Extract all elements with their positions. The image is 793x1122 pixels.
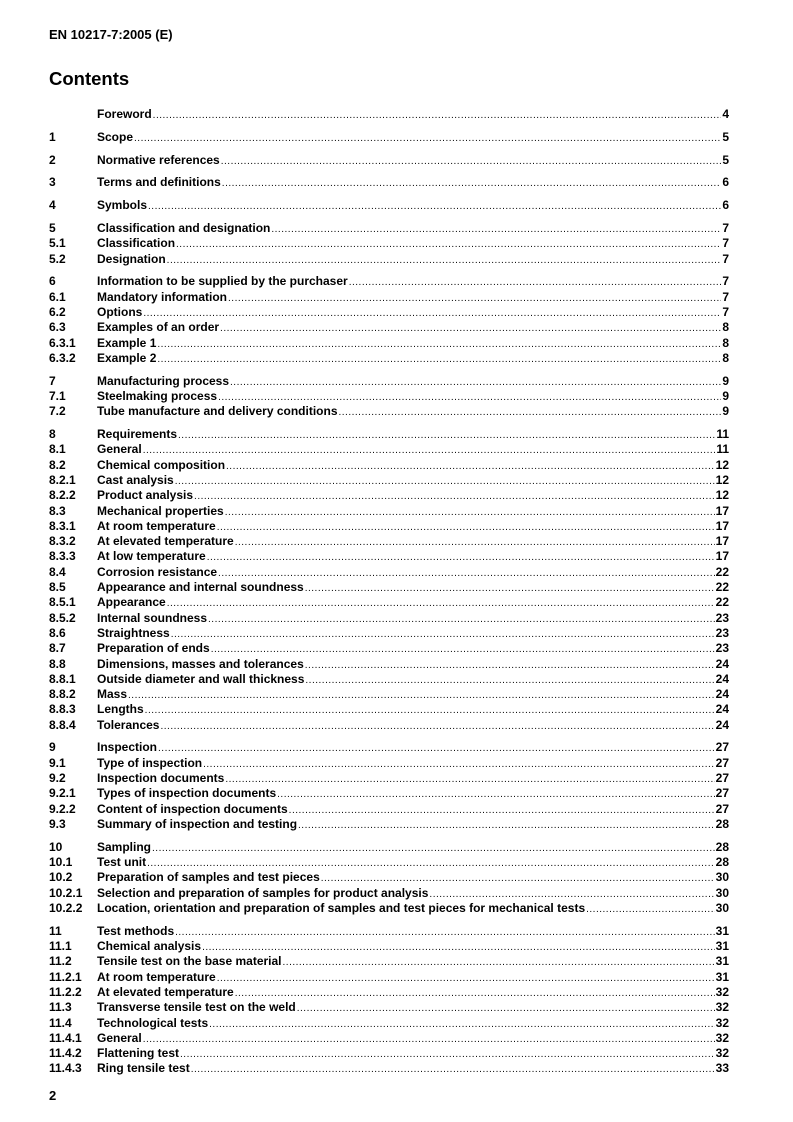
toc-entry[interactable] bbox=[49, 519, 729, 534]
toc-entry-number: 10.1 bbox=[49, 855, 73, 870]
toc-entry-page: 24 bbox=[715, 656, 729, 671]
toc-entry[interactable] bbox=[49, 236, 729, 251]
toc-entry-title: Product analysis bbox=[97, 488, 194, 503]
page-title: Contents bbox=[49, 68, 130, 89]
toc-entry[interactable] bbox=[49, 458, 729, 473]
toc-entry-title: Internal soundness bbox=[97, 610, 208, 625]
toc-entry[interactable] bbox=[49, 374, 729, 389]
toc-entry-title: Mandatory information bbox=[97, 289, 228, 304]
toc-entry-title: Symbols bbox=[97, 198, 148, 213]
toc-entry-number: 9.2.2 bbox=[49, 801, 76, 816]
toc-entry[interactable] bbox=[49, 1000, 729, 1015]
toc-entry-page: 8 bbox=[722, 320, 729, 335]
toc-dot-leader bbox=[143, 306, 721, 321]
toc-entry[interactable] bbox=[49, 549, 729, 564]
toc-entry-title: Preparation of samples and test pieces bbox=[97, 870, 320, 885]
toc-dot-leader bbox=[153, 108, 722, 123]
toc-entry-title: Steelmaking process bbox=[97, 388, 218, 403]
toc-entry[interactable] bbox=[49, 1031, 729, 1046]
toc-entry[interactable] bbox=[49, 611, 729, 626]
toc-dot-leader bbox=[157, 337, 721, 352]
toc-entry[interactable] bbox=[49, 252, 729, 267]
toc-entry[interactable] bbox=[49, 687, 729, 702]
toc-entry-number: 6.1 bbox=[49, 289, 66, 304]
toc-dot-leader bbox=[429, 887, 714, 902]
toc-entry-page: 8 bbox=[722, 350, 729, 365]
toc-entry-page: 9 bbox=[722, 373, 729, 388]
toc-entry-title: General bbox=[97, 1030, 142, 1045]
toc-dot-leader bbox=[203, 757, 715, 772]
toc-entry-page: 28 bbox=[715, 816, 729, 831]
toc-entry-number: 7.2 bbox=[49, 404, 66, 419]
toc-entry-number: 7.1 bbox=[49, 388, 66, 403]
toc-entry-number: 11.4.2 bbox=[49, 1046, 82, 1061]
toc-entry-page: 27 bbox=[715, 740, 729, 755]
toc-entry[interactable] bbox=[49, 274, 729, 289]
toc-entry-page: 7 bbox=[722, 274, 729, 289]
toc-entry-page: 30 bbox=[715, 870, 729, 885]
toc-dot-leader bbox=[225, 505, 715, 520]
toc-entry-title: Appearance and internal soundness bbox=[97, 580, 304, 595]
toc-entry[interactable] bbox=[49, 855, 729, 870]
toc-entry[interactable] bbox=[49, 985, 729, 1000]
toc-entry-title: Foreword bbox=[97, 107, 152, 121]
toc-dot-leader bbox=[339, 405, 722, 420]
toc-entry-title: At low temperature bbox=[97, 549, 206, 564]
toc-entry-number: 4 bbox=[49, 198, 56, 213]
toc-entry-title: Type of inspection bbox=[97, 755, 203, 770]
toc-dot-leader bbox=[208, 612, 715, 627]
toc-entry-number: 8.3 bbox=[49, 503, 66, 518]
toc-dot-leader bbox=[283, 955, 715, 970]
toc-entry[interactable] bbox=[49, 198, 729, 213]
toc-entry-number: 8.8.4 bbox=[49, 717, 76, 732]
toc-entry-number: 8 bbox=[49, 427, 56, 442]
toc-entry[interactable] bbox=[49, 221, 729, 236]
toc-entry-number: 5 bbox=[49, 220, 56, 235]
toc-entry-title: Preparation of ends bbox=[97, 641, 210, 656]
toc-entry-page: 7 bbox=[722, 289, 729, 304]
toc-entry-page: 23 bbox=[715, 641, 729, 656]
toc-dot-leader bbox=[211, 642, 715, 657]
toc-entry-number: 8.5 bbox=[49, 580, 66, 595]
toc-entry-number: 9 bbox=[49, 740, 56, 755]
toc-entry-page: 17 bbox=[715, 503, 729, 518]
toc-entry-number: 8.2 bbox=[49, 457, 66, 472]
toc-entry-page: 28 bbox=[715, 855, 729, 870]
toc-entry-page: 32 bbox=[715, 1015, 729, 1030]
toc-entry-page: 23 bbox=[715, 625, 729, 640]
toc-dot-leader bbox=[271, 222, 721, 237]
toc-dot-leader bbox=[209, 1017, 715, 1032]
toc-entry-page: 27 bbox=[715, 786, 729, 801]
toc-entry[interactable] bbox=[49, 702, 729, 717]
toc-entry-number: 8.8.3 bbox=[49, 702, 76, 717]
toc-entry-number: 8.8 bbox=[49, 656, 66, 671]
toc-entry[interactable] bbox=[49, 1061, 729, 1076]
toc-entry-page: 5 bbox=[722, 152, 729, 167]
toc-entry-number: 10 bbox=[49, 839, 63, 854]
toc-entry[interactable] bbox=[49, 107, 729, 122]
toc-entry[interactable] bbox=[49, 473, 729, 488]
toc-entry[interactable] bbox=[49, 802, 729, 817]
toc-entry[interactable] bbox=[49, 641, 729, 656]
toc-entry-number: 8.3.3 bbox=[49, 549, 76, 564]
toc-entry-page: 23 bbox=[715, 610, 729, 625]
toc-entry-title: Corrosion resistance bbox=[97, 564, 218, 579]
toc-dot-leader bbox=[217, 520, 715, 535]
toc-entry-number: 8.2.1 bbox=[49, 472, 76, 487]
toc-entry-page: 11 bbox=[716, 442, 729, 457]
toc-entry-page: 30 bbox=[715, 900, 729, 915]
toc-entry-title: Types of inspection documents bbox=[97, 786, 277, 801]
toc-entry[interactable] bbox=[49, 290, 729, 305]
toc-entry-number: 5.2 bbox=[49, 251, 66, 266]
toc-entry-number: 8.8.2 bbox=[49, 687, 76, 702]
toc-dot-leader bbox=[305, 673, 714, 688]
toc-entry[interactable] bbox=[49, 175, 729, 190]
toc-entry-number: 11.3 bbox=[49, 1000, 72, 1015]
toc-entry-number: 11.4.1 bbox=[49, 1030, 82, 1045]
toc-dot-leader bbox=[176, 237, 721, 252]
toc-entry-number: 6.3.1 bbox=[49, 335, 76, 350]
toc-entry[interactable] bbox=[49, 939, 729, 954]
toc-dot-leader bbox=[128, 688, 715, 703]
toc-dot-leader bbox=[235, 535, 715, 550]
toc-entry-title: Manufacturing process bbox=[97, 373, 230, 388]
toc-entry-page: 28 bbox=[715, 839, 729, 854]
toc-dot-leader bbox=[289, 803, 715, 818]
toc-entry-title: Example 2 bbox=[97, 350, 157, 365]
toc-dot-leader bbox=[226, 459, 715, 474]
toc-entry[interactable] bbox=[49, 351, 729, 366]
toc-entry-title: Inspection bbox=[97, 740, 158, 755]
toc-entry-number: 11.1 bbox=[49, 939, 72, 954]
toc-entry-page: 22 bbox=[715, 564, 729, 579]
toc-entry-title: Normative references bbox=[97, 152, 220, 167]
toc-entry-number: 8.4 bbox=[49, 564, 66, 579]
toc-dot-leader bbox=[217, 971, 715, 986]
toc-entry-page: 31 bbox=[715, 954, 729, 969]
toc-entry-page: 31 bbox=[715, 939, 729, 954]
toc-entry[interactable] bbox=[49, 305, 729, 320]
toc-dot-leader bbox=[277, 787, 715, 802]
toc-entry[interactable] bbox=[49, 130, 729, 145]
toc-dot-leader bbox=[228, 291, 721, 306]
toc-entry-title: Transverse tensile test on the weld bbox=[97, 1000, 296, 1015]
toc-dot-leader bbox=[321, 871, 715, 886]
toc-entry-title: Content of inspection documents bbox=[97, 801, 288, 816]
toc-entry-page: 27 bbox=[715, 801, 729, 816]
toc-entry-page: 6 bbox=[722, 175, 729, 190]
toc-entry[interactable] bbox=[49, 595, 729, 610]
toc-entry-title: Test methods bbox=[97, 923, 175, 938]
toc-entry-page: 27 bbox=[715, 771, 729, 786]
toc-entry-number: 8.3.2 bbox=[49, 534, 76, 549]
toc-entry[interactable] bbox=[49, 153, 729, 168]
toc-entry-title: Tube manufacture and delivery conditions bbox=[97, 404, 338, 419]
toc-entry[interactable] bbox=[49, 488, 729, 503]
toc-entry-page: 7 bbox=[722, 304, 729, 319]
toc-dot-leader bbox=[221, 154, 722, 169]
toc-entry-title: Classification bbox=[97, 236, 176, 251]
toc-dot-leader bbox=[152, 841, 715, 856]
toc-entry-number: 3 bbox=[49, 175, 56, 190]
toc-entry-number: 9.1 bbox=[49, 755, 66, 770]
toc-entry[interactable] bbox=[49, 565, 729, 580]
toc-dot-leader bbox=[178, 428, 715, 443]
toc-entry[interactable] bbox=[49, 970, 729, 985]
toc-dot-leader bbox=[297, 1001, 715, 1016]
toc-entry-title: Sampling bbox=[97, 839, 152, 854]
toc-entry-page: 17 bbox=[715, 549, 729, 564]
toc-entry-page: 24 bbox=[715, 717, 729, 732]
page-number: 2 bbox=[49, 1088, 57, 1103]
toc-entry[interactable] bbox=[49, 672, 729, 687]
toc-entry-page: 7 bbox=[722, 220, 729, 235]
toc-entry-number: 1 bbox=[49, 129, 56, 144]
toc-entry-title: Technological tests bbox=[97, 1015, 209, 1030]
toc-entry-number: 11.4 bbox=[49, 1015, 72, 1030]
toc-entry[interactable] bbox=[49, 901, 729, 916]
toc-dot-leader bbox=[586, 902, 715, 917]
toc-entry-title: Terms and definitions bbox=[97, 175, 221, 190]
toc-entry-title: Tensile test on the base material bbox=[97, 954, 282, 969]
toc-entry-number: 10.2.2 bbox=[49, 900, 83, 915]
toc-entry[interactable] bbox=[49, 580, 729, 595]
toc-entry-title: Test unit bbox=[97, 855, 147, 870]
toc-entry-page: 22 bbox=[715, 580, 729, 595]
toc-entry[interactable] bbox=[49, 718, 729, 733]
toc-entry-page: 31 bbox=[715, 923, 729, 938]
toc-dot-leader bbox=[194, 489, 715, 504]
toc-entry-title: Dimensions, masses and tolerances bbox=[97, 656, 304, 671]
toc-entry[interactable] bbox=[49, 336, 729, 351]
toc-entry-title: General bbox=[97, 442, 142, 457]
toc-entry-title: Options bbox=[97, 304, 143, 319]
toc-dot-leader bbox=[220, 321, 721, 336]
toc-entry-page: 31 bbox=[715, 969, 729, 984]
toc-entry-title: Inspection documents bbox=[97, 771, 225, 786]
toc-entry-number: 5.1 bbox=[49, 236, 66, 251]
toc-entry[interactable] bbox=[49, 886, 729, 901]
toc-entry-number: 9.3 bbox=[49, 816, 66, 831]
toc-dot-leader bbox=[147, 856, 715, 871]
toc-entry-number: 11 bbox=[49, 923, 62, 938]
toc-entry-page: 24 bbox=[715, 702, 729, 717]
toc-entry-title: Summary of inspection and testing bbox=[97, 816, 298, 831]
toc-entry-page: 12 bbox=[715, 488, 729, 503]
toc-entry-page: 22 bbox=[715, 595, 729, 610]
toc-entry-title: Example 1 bbox=[97, 335, 157, 350]
document-header: EN 10217-7:2005 (E) bbox=[49, 27, 173, 42]
toc-entry-title: Cast analysis bbox=[97, 472, 174, 487]
toc-entry-number: 8.7 bbox=[49, 641, 66, 656]
toc-entry[interactable] bbox=[49, 534, 729, 549]
toc-entry-number: 8.1 bbox=[49, 442, 66, 457]
toc-entry-page: 12 bbox=[715, 472, 729, 487]
toc-entry-title: Mechanical properties bbox=[97, 503, 224, 518]
toc-entry-number: 10.2.1 bbox=[49, 885, 83, 900]
toc-entry[interactable] bbox=[49, 404, 729, 419]
toc-dot-leader bbox=[191, 1062, 715, 1077]
toc-entry-page: 9 bbox=[722, 404, 729, 419]
toc-entry-title: Straightness bbox=[97, 625, 170, 640]
toc-entry[interactable] bbox=[49, 954, 729, 969]
toc-entry[interactable] bbox=[49, 1016, 729, 1031]
toc-entry-page: 30 bbox=[715, 885, 729, 900]
toc-entry-number: 10.2 bbox=[49, 870, 73, 885]
toc-entry-page: 7 bbox=[722, 251, 729, 266]
toc-entry-title: At room temperature bbox=[97, 518, 216, 533]
toc-entry-page: 24 bbox=[715, 671, 729, 686]
toc-dot-leader bbox=[157, 352, 721, 367]
toc-entry-page: 27 bbox=[715, 755, 729, 770]
toc-entry-title: Outside diameter and wall thickness bbox=[97, 671, 305, 686]
toc-entry-title: At elevated temperature bbox=[97, 984, 234, 999]
toc-dot-leader bbox=[225, 772, 714, 787]
toc-dot-leader bbox=[171, 627, 715, 642]
toc-dot-leader bbox=[143, 443, 716, 458]
toc-dot-leader bbox=[143, 1032, 715, 1047]
toc-entry-number: 6 bbox=[49, 274, 56, 289]
toc-entry-page: 11 bbox=[716, 427, 729, 442]
toc-entry-number: 8.3.1 bbox=[49, 518, 76, 533]
table-of-contents bbox=[49, 107, 729, 1077]
toc-entry-title: Requirements bbox=[97, 427, 178, 442]
toc-dot-leader bbox=[349, 275, 722, 290]
toc-entry-page: 4 bbox=[722, 107, 729, 121]
toc-entry[interactable] bbox=[49, 924, 729, 939]
toc-dot-leader bbox=[167, 253, 722, 268]
toc-dot-leader bbox=[298, 818, 715, 833]
toc-entry-title: Information to be supplied by the purchaser bbox=[97, 274, 348, 289]
toc-entry[interactable] bbox=[49, 1046, 729, 1061]
toc-entry-number: 6.3 bbox=[49, 320, 66, 335]
toc-entry[interactable] bbox=[49, 442, 729, 457]
toc-entry-page: 17 bbox=[715, 518, 729, 533]
toc-entry-number: 8.8.1 bbox=[49, 671, 76, 686]
toc-entry[interactable] bbox=[49, 427, 729, 442]
toc-dot-leader bbox=[167, 596, 715, 611]
toc-entry-page: 32 bbox=[715, 984, 729, 999]
toc-entry-page: 8 bbox=[722, 335, 729, 350]
toc-entry-title: Tolerances bbox=[97, 717, 160, 732]
toc-entry-title: Selection and preparation of samples for product analysis bbox=[97, 885, 429, 900]
toc-entry-title: Scope bbox=[97, 129, 134, 144]
toc-entry-number: 11.2.2 bbox=[49, 984, 82, 999]
toc-entry[interactable] bbox=[49, 756, 729, 771]
toc-dot-leader bbox=[218, 390, 721, 405]
toc-dot-leader bbox=[230, 375, 721, 390]
toc-entry-title: Lengths bbox=[97, 702, 144, 717]
toc-entry-number: 6.2 bbox=[49, 304, 66, 319]
toc-dot-leader bbox=[175, 474, 715, 489]
toc-dot-leader bbox=[222, 176, 722, 191]
toc-entry-title: Appearance bbox=[97, 595, 166, 610]
toc-dot-leader bbox=[160, 719, 714, 734]
toc-entry-title: Flattening test bbox=[97, 1046, 180, 1061]
toc-dot-leader bbox=[148, 199, 721, 214]
toc-entry[interactable] bbox=[49, 657, 729, 672]
toc-entry[interactable] bbox=[49, 870, 729, 885]
toc-dot-leader bbox=[218, 566, 715, 581]
toc-entry-page: 7 bbox=[722, 236, 729, 251]
toc-entry-page: 33 bbox=[715, 1061, 729, 1076]
toc-entry-number: 11.2.1 bbox=[49, 969, 82, 984]
toc-entry-number: 8.5.2 bbox=[49, 610, 76, 625]
toc-entry[interactable] bbox=[49, 771, 729, 786]
toc-entry-number: 8.6 bbox=[49, 625, 66, 640]
toc-entry-title: Examples of an order bbox=[97, 320, 220, 335]
toc-entry-number: 11.2 bbox=[49, 954, 72, 969]
toc-dot-leader bbox=[305, 581, 715, 596]
toc-dot-leader bbox=[134, 131, 721, 146]
toc-entry-page: 32 bbox=[715, 1030, 729, 1045]
toc-entry-number: 11.4.3 bbox=[49, 1061, 82, 1076]
toc-dot-leader bbox=[202, 940, 715, 955]
toc-entry-number: 6.3.2 bbox=[49, 350, 76, 365]
toc-entry-title: Ring tensile test bbox=[97, 1061, 190, 1076]
toc-dot-leader bbox=[158, 741, 715, 756]
toc-dot-leader bbox=[207, 550, 715, 565]
toc-entry-page: 32 bbox=[715, 1000, 729, 1015]
toc-entry-title: Designation bbox=[97, 251, 166, 266]
toc-entry-title: At elevated temperature bbox=[97, 534, 234, 549]
toc-dot-leader bbox=[305, 658, 715, 673]
toc-entry-title: Mass bbox=[97, 687, 128, 702]
toc-entry[interactable] bbox=[49, 320, 729, 335]
toc-dot-leader bbox=[180, 1047, 715, 1062]
toc-entry-number: 2 bbox=[49, 152, 56, 167]
toc-entry-page: 24 bbox=[715, 687, 729, 702]
toc-entry-title: Chemical analysis bbox=[97, 939, 202, 954]
toc-entry-title: Classification and designation bbox=[97, 220, 271, 235]
toc-entry-page: 6 bbox=[722, 198, 729, 213]
toc-dot-leader bbox=[175, 925, 715, 940]
toc-entry-number: 9.2.1 bbox=[49, 786, 76, 801]
toc-entry-page: 9 bbox=[722, 388, 729, 403]
toc-entry[interactable] bbox=[49, 740, 729, 755]
toc-entry-page: 17 bbox=[715, 534, 729, 549]
toc-entry-number: 8.2.2 bbox=[49, 488, 76, 503]
toc-entry[interactable] bbox=[49, 389, 729, 404]
toc-entry-page: 12 bbox=[715, 457, 729, 472]
toc-entry[interactable] bbox=[49, 840, 729, 855]
toc-entry-title: Chemical composition bbox=[97, 457, 226, 472]
toc-entry-number: 8.5.1 bbox=[49, 595, 76, 610]
toc-entry-title: At room temperature bbox=[97, 969, 216, 984]
toc-dot-leader bbox=[145, 703, 715, 718]
toc-entry-number: 7 bbox=[49, 373, 56, 388]
toc-dot-leader bbox=[235, 986, 715, 1001]
toc-entry-page: 32 bbox=[715, 1046, 729, 1061]
toc-entry-title: Location, orientation and preparation of samples and test pieces for mechanical tests bbox=[97, 900, 586, 915]
toc-entry[interactable] bbox=[49, 817, 729, 832]
toc-entry-page: 5 bbox=[722, 129, 729, 144]
toc-entry[interactable] bbox=[49, 786, 729, 801]
toc-entry[interactable] bbox=[49, 626, 729, 641]
toc-entry-number: 9.2 bbox=[49, 771, 66, 786]
toc-entry[interactable] bbox=[49, 504, 729, 519]
